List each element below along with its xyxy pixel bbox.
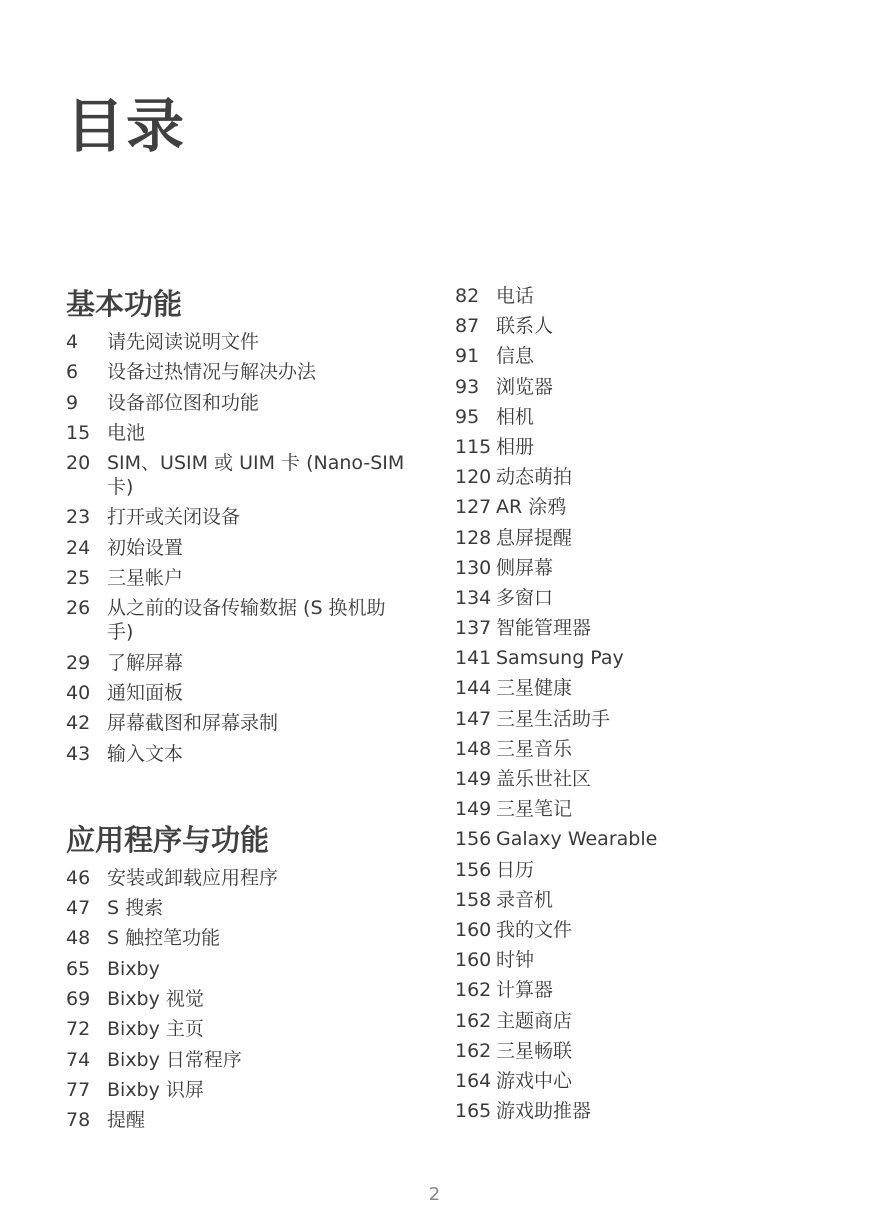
toc-entry[interactable] [455, 556, 855, 580]
toc-entry-label: 屏幕截图和屏幕录制 [107, 712, 279, 735]
toc-entry-label: 动态萌拍 [496, 466, 573, 489]
toc-entry[interactable] [455, 495, 855, 519]
toc-page-number: 165 [455, 1100, 492, 1123]
toc-entry[interactable] [66, 957, 411, 981]
toc-page-number: 87 [455, 315, 480, 338]
toc-page-number: 148 [455, 737, 492, 760]
page-number: 2 [428, 1184, 441, 1205]
toc-page-number: 147 [455, 707, 492, 730]
toc-entry[interactable] [66, 926, 411, 950]
toc-entry[interactable] [455, 737, 855, 761]
toc-entry-label: 计算器 [496, 979, 554, 1002]
toc-entry-label: 智能管理器 [496, 617, 592, 640]
toc-page-number: 24 [66, 536, 91, 559]
toc-entry[interactable] [66, 360, 411, 384]
toc-entry[interactable] [455, 827, 855, 851]
toc-entry-label: 录音机 [496, 888, 554, 911]
toc-entry-label: 主题商店 [496, 1009, 573, 1032]
toc-page-number: 127 [455, 496, 492, 519]
toc-list-apps [66, 866, 411, 1132]
toc-entry-label: Galaxy Wearable [496, 828, 658, 851]
toc-entry[interactable] [455, 284, 855, 308]
toc-entry[interactable] [455, 616, 855, 640]
toc-entry-label: SIM、USIM 或 UIM 卡 (Nano-SIM 卡) [107, 452, 405, 499]
toc-entry[interactable] [455, 646, 855, 670]
toc-entry[interactable] [66, 681, 411, 705]
toc-page-number: 23 [66, 506, 91, 529]
toc-page-number: 158 [455, 888, 492, 911]
toc-page-number: 77 [66, 1078, 91, 1101]
toc-page-number: 128 [455, 526, 492, 549]
toc-entry-label: 打开或关闭设备 [107, 506, 241, 529]
toc-entry-label: Bixby 视觉 [107, 988, 204, 1011]
toc-page-number: 20 [66, 452, 91, 475]
toc-entry-label: Bixby 主页 [107, 1018, 204, 1041]
toc-entry[interactable] [455, 918, 855, 942]
toc-entry-label: 息屏提醒 [496, 526, 573, 549]
toc-entry-label: 从之前的设备传输数据 (S 换机助手) [107, 597, 386, 644]
toc-entry[interactable] [66, 742, 411, 766]
toc-page-number: 134 [455, 586, 492, 609]
toc-entry-label: 游戏中心 [496, 1069, 573, 1092]
toc-entry-label: 安装或卸载应用程序 [107, 866, 279, 889]
toc-page-number: 6 [66, 361, 79, 384]
toc-page-number: 93 [455, 375, 480, 398]
toc-entry[interactable] [66, 505, 411, 529]
toc-entry[interactable] [455, 435, 855, 459]
toc-page-number: 137 [455, 617, 492, 640]
toc-entry[interactable] [66, 536, 411, 560]
toc-entry-label: 请先阅读说明文件 [107, 331, 260, 353]
toc-page-number: 156 [455, 828, 492, 851]
toc-entry-label: 通知面板 [107, 681, 184, 704]
toc-page-number: 141 [455, 647, 492, 670]
toc-entry-label: 盖乐世社区 [496, 768, 592, 790]
toc-page-number: 42 [66, 712, 91, 735]
toc-entry-label: 时钟 [496, 949, 535, 972]
toc-entry-label: 我的文件 [496, 918, 573, 941]
toc-entry[interactable] [455, 405, 855, 429]
toc-entry-label: 三星畅联 [496, 1039, 573, 1062]
toc-entry[interactable] [66, 1078, 411, 1102]
toc-page-number: 162 [455, 1039, 492, 1062]
toc-entry[interactable] [455, 948, 855, 972]
section-heading-basic: 基本功能 [66, 287, 183, 321]
toc-entry[interactable] [455, 344, 855, 368]
toc-entry[interactable] [455, 1069, 855, 1093]
toc-page-number: 82 [455, 285, 480, 307]
toc-page-number: 26 [66, 597, 91, 620]
toc-left-column [66, 284, 411, 1139]
toc-list-apps-continued [455, 284, 855, 1123]
toc-entry-label: 浏览器 [496, 375, 554, 398]
toc-page-number: 65 [66, 957, 91, 980]
toc-page-number: 149 [455, 768, 492, 790]
toc-entry[interactable] [66, 896, 411, 920]
toc-entry-label: Samsung Pay [496, 647, 624, 670]
toc-entry[interactable] [455, 978, 855, 1002]
toc-list-basic [66, 330, 411, 766]
toc-page-number: 95 [455, 405, 480, 428]
toc-entry[interactable] [66, 391, 411, 415]
toc-page-number: 25 [66, 567, 91, 590]
toc-page-number: 74 [66, 1048, 91, 1071]
toc-entry[interactable] [66, 596, 411, 644]
toc-entry-label: 三星健康 [496, 677, 573, 700]
toc-page-number: 47 [66, 897, 91, 920]
toc-entry[interactable] [66, 421, 411, 445]
toc-entry[interactable] [66, 711, 411, 735]
toc-entry-label: 联系人 [496, 315, 554, 338]
toc-entry-label: 三星帐户 [107, 567, 184, 590]
toc-entry[interactable] [66, 1017, 411, 1041]
toc-entry[interactable] [455, 465, 855, 489]
toc-entry-label: S 搜索 [107, 897, 164, 920]
toc-page-number: 69 [66, 988, 91, 1011]
toc-page-number: 4 [66, 331, 79, 353]
toc-entry[interactable] [455, 888, 855, 912]
toc-entry[interactable] [455, 707, 855, 731]
toc-page-number: 40 [66, 681, 91, 704]
toc-page-number: 164 [455, 1069, 492, 1092]
section-gap [66, 772, 411, 820]
toc-entry-label: 侧屏幕 [496, 556, 554, 579]
toc-entry[interactable] [455, 375, 855, 399]
toc-entry-label: 提醒 [107, 1109, 146, 1132]
toc-entry-label: 相机 [496, 405, 535, 428]
toc-page-number: 91 [455, 345, 480, 368]
toc-entry-label: 日历 [496, 858, 535, 881]
toc-right-column [455, 284, 855, 1129]
toc-entry-label: S 触控笔功能 [107, 927, 221, 950]
toc-entry-label: 三星生活助手 [496, 707, 611, 730]
toc-entry[interactable] [66, 987, 411, 1011]
toc-page-number: 29 [66, 651, 91, 674]
toc-entry[interactable] [455, 1039, 855, 1063]
toc-entry-label: 三星笔记 [496, 798, 573, 821]
toc-entry-label: 初始设置 [107, 536, 184, 559]
toc-entry[interactable] [455, 586, 855, 610]
toc-page-number: 144 [455, 677, 492, 700]
toc-entry-label: Bixby 日常程序 [107, 1048, 242, 1071]
toc-entry[interactable] [66, 866, 411, 890]
toc-entry-label: AR 涂鸦 [496, 496, 567, 519]
toc-entry-label: 多窗口 [496, 586, 554, 609]
toc-entry[interactable] [455, 314, 855, 338]
toc-entry-label: 设备部位图和功能 [107, 391, 260, 414]
toc-entry-label: 输入文本 [107, 742, 184, 765]
toc-entry[interactable] [455, 1009, 855, 1033]
toc-page-number: 78 [66, 1109, 91, 1132]
toc-entry[interactable] [66, 1108, 411, 1132]
toc-entry-label: 了解屏幕 [107, 651, 184, 674]
toc-entry-label: Bixby 识屏 [107, 1078, 204, 1101]
toc-page-number: 160 [455, 918, 492, 941]
toc-page-number: 115 [455, 435, 492, 458]
section-heading-apps: 应用程序与功能 [66, 822, 270, 857]
toc-page-number: 120 [455, 466, 492, 489]
toc-entry-label: 设备过热情况与解决办法 [107, 361, 317, 384]
toc-entry[interactable] [455, 858, 855, 882]
toc-entry-label: 电话 [496, 285, 535, 307]
toc-entry[interactable] [66, 651, 411, 675]
toc-entry-label: 信息 [496, 345, 535, 368]
toc-entry[interactable] [66, 451, 411, 499]
toc-entry[interactable] [455, 1099, 855, 1123]
toc-entry[interactable] [455, 797, 855, 821]
toc-page-number: 72 [66, 1018, 91, 1041]
toc-page-number: 48 [66, 927, 91, 950]
toc-entry[interactable] [455, 526, 855, 550]
toc-page-number: 149 [455, 798, 492, 821]
toc-page-number: 46 [66, 866, 91, 889]
toc-entry[interactable] [66, 330, 411, 354]
toc-page-number: 162 [455, 979, 492, 1002]
toc-entry-label: Bixby [107, 957, 160, 980]
toc-page-number: 43 [66, 742, 91, 765]
page-title: 目录 [66, 92, 187, 160]
toc-entry[interactable] [66, 566, 411, 590]
toc-entry[interactable] [455, 676, 855, 700]
toc-page-number: 156 [455, 858, 492, 881]
toc-entry[interactable] [66, 1048, 411, 1072]
toc-page-number: 160 [455, 949, 492, 972]
toc-entry-label: 游戏助推器 [496, 1100, 592, 1123]
toc-page-number: 15 [66, 421, 91, 444]
toc-entry-label: 电池 [107, 421, 146, 444]
toc-entry[interactable] [455, 767, 855, 791]
toc-page-number: 130 [455, 556, 492, 579]
toc-entry-label: 相册 [496, 435, 535, 458]
toc-page-number: 162 [455, 1009, 492, 1032]
toc-entry-label: 三星音乐 [496, 737, 573, 760]
toc-page-number: 9 [66, 391, 79, 414]
